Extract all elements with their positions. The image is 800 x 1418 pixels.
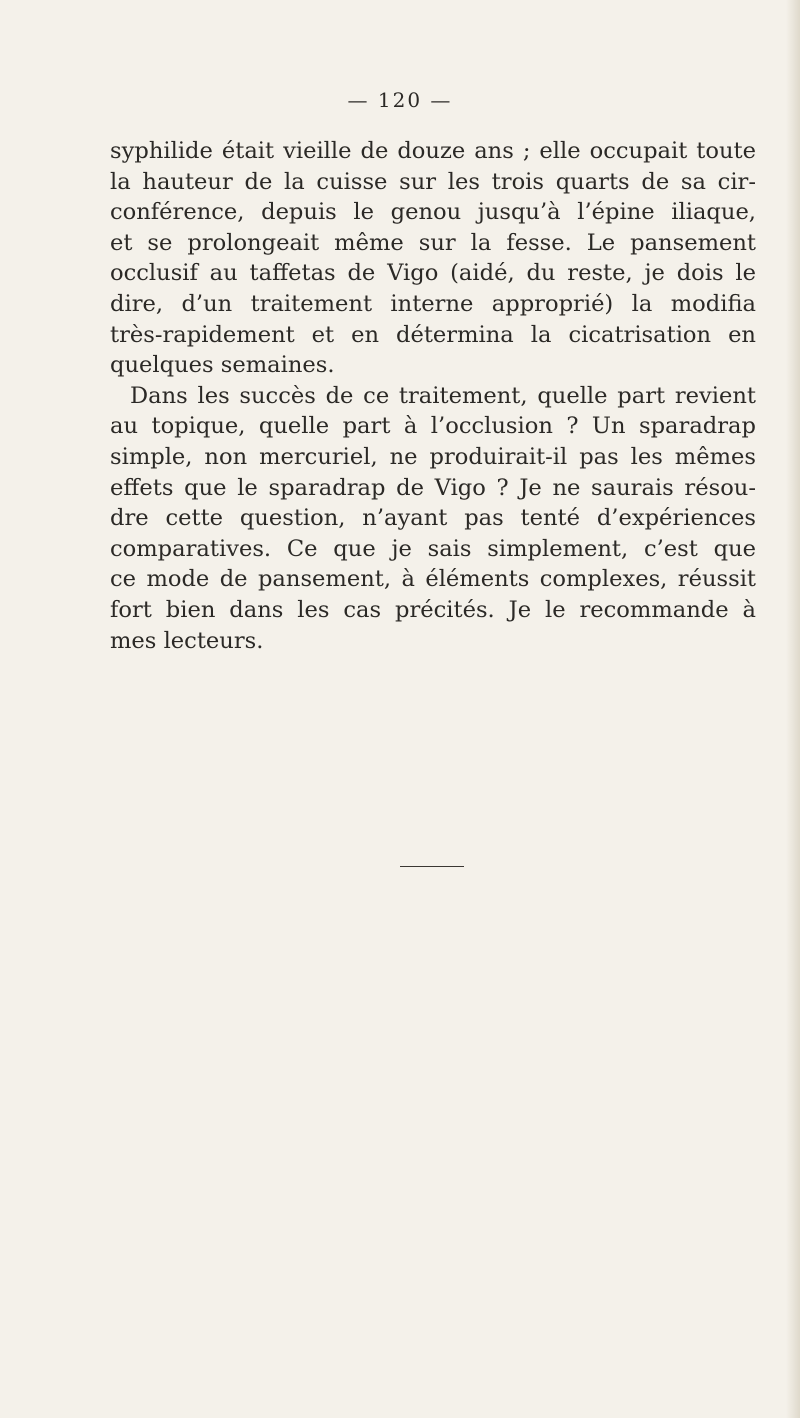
text-line: occlusif au taffetas de Vigo (aidé, du reste, je dois le bbox=[110, 260, 756, 287]
text-line: fort bien dans les cas précités. Je le recommande à bbox=[110, 596, 756, 623]
text-line: Dans les succès de ce traitement, quelle part revient bbox=[130, 382, 756, 409]
text-line: simple, non mercuriel, ne produirait-il pas les mêmes bbox=[110, 443, 756, 470]
page-edge bbox=[786, 0, 800, 1418]
body-text bbox=[110, 136, 756, 656]
text-line: conférence, depuis le genou jusqu’à l’épine iliaque, bbox=[110, 199, 756, 226]
end-rule bbox=[400, 866, 464, 867]
text-line: quelques semaines. bbox=[110, 352, 335, 379]
text-line: mes lecteurs. bbox=[110, 627, 264, 654]
text-line: syphilide était vieille de douze ans ; elle occupait toute bbox=[110, 138, 756, 164]
text-line: effets que le sparadrap de Vigo ? Je ne saurais résou- bbox=[110, 474, 756, 501]
text-line: au topique, quelle part à l’occlusion ? Un sparadrap bbox=[110, 413, 756, 440]
text-line: la hauteur de la cuisse sur les trois quarts de sa cir- bbox=[110, 168, 756, 195]
text-line: très-rapidement et en détermina la cicatrisation en bbox=[110, 321, 756, 348]
text-line: dire, d’un traitement interne approprié) la modifia bbox=[110, 290, 756, 317]
text-line: ce mode de pansement, à éléments complexes, réussit bbox=[110, 566, 756, 593]
text-line: et se prolongeait même sur la fesse. Le pansement bbox=[110, 229, 756, 256]
text-line: dre cette question, n’ayant pas tenté d’expériences bbox=[110, 505, 756, 532]
page-number: — 120 — bbox=[347, 88, 453, 112]
text-line: comparatives. Ce que je sais simplement, c’est que bbox=[110, 535, 756, 562]
